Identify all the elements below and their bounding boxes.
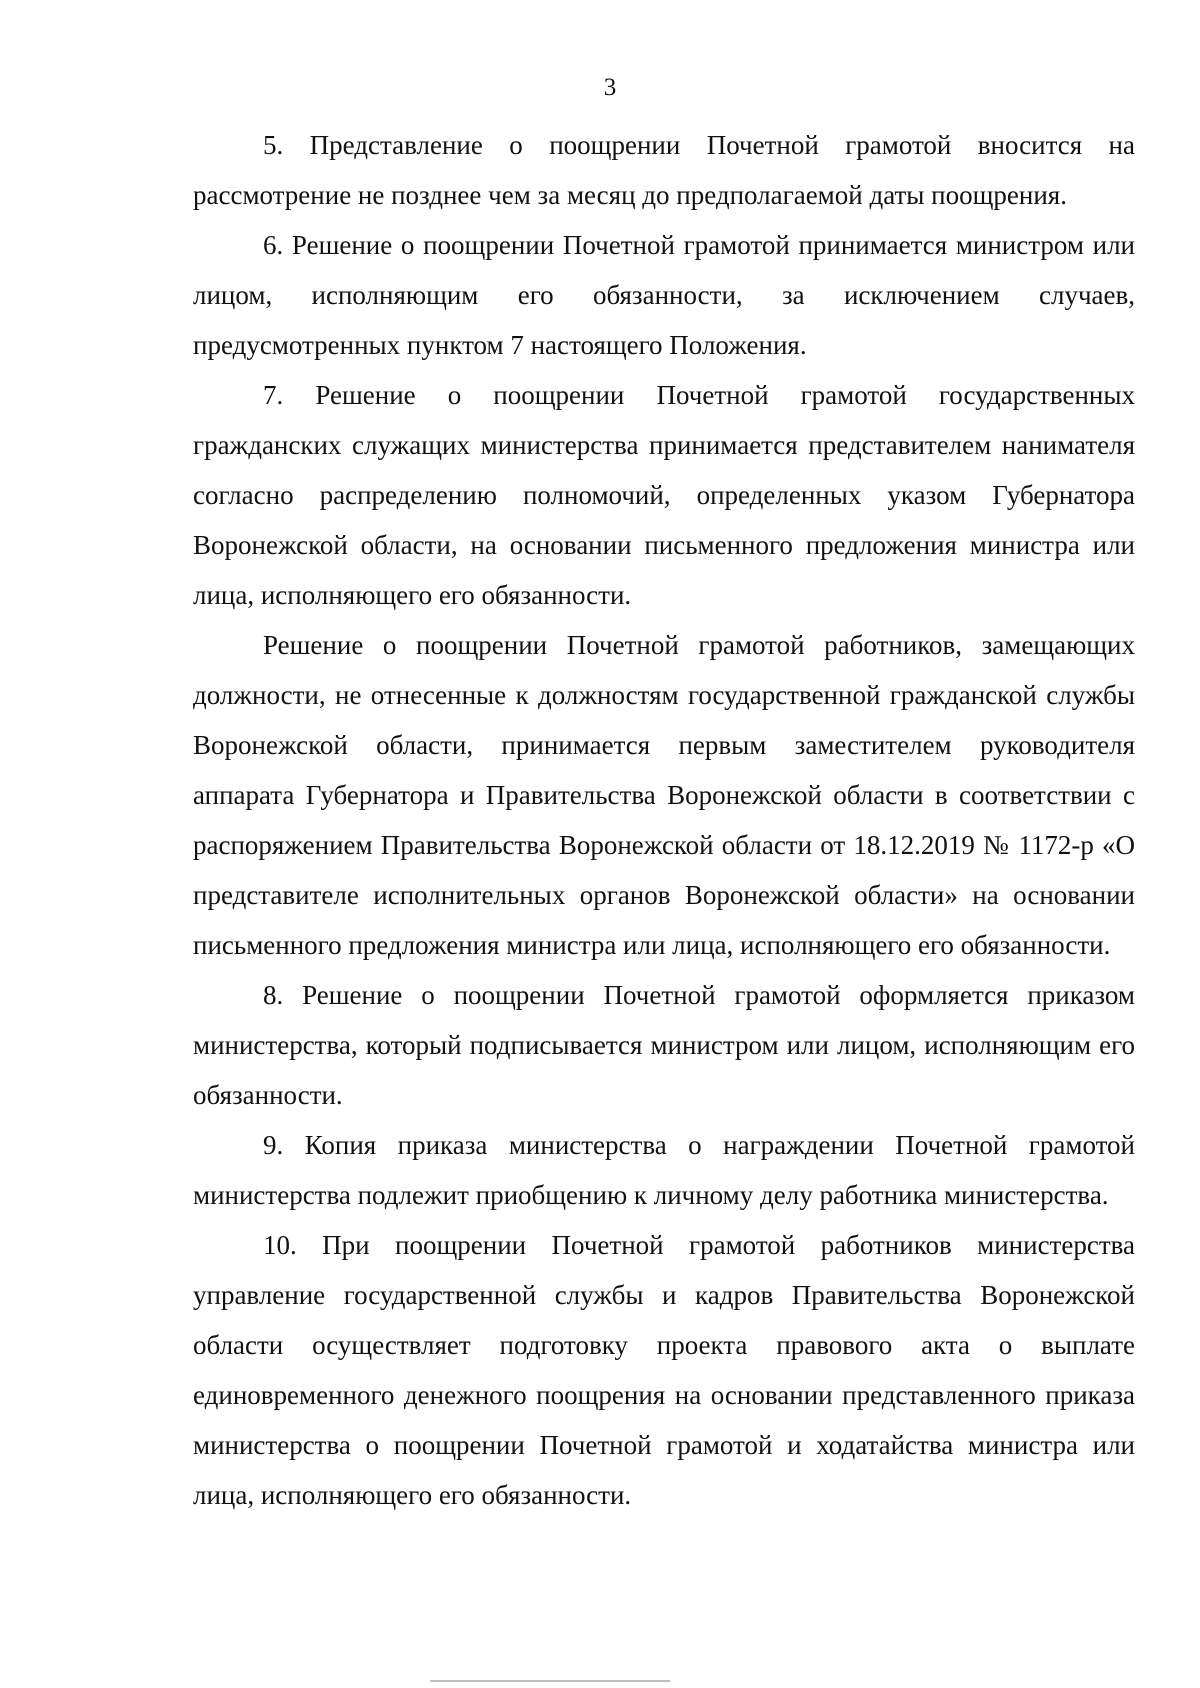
paragraph-item-10: 10. При поощрении Почетной грамотой работников министерства управление государственной службы и кадров Правительства Воронежской области осуществляет подготовку проекта правового акта о выплате единовременного денежного поощрения на основании представленного приказа министерства о поощрении Почетной грамотой и ходатайства министра или лица, исполняющего его обязанности. — [193, 1230, 1135, 1510]
paragraph-item-5: 5. Представление о поощрении Почетной грамотой вносится на рассмотрение не позднее чем за месяц до предполагаемой даты поощрения. — [193, 130, 1135, 210]
paragraph-item-7-continuation: Решение о поощрении Почетной грамотой работников, замещающих должности, не отнесенные к должностям государственной гражданской службы Воронежской области, принимается первым заместителем руководителя аппарата Губернатора и Правительства Воронежской области в соответствии с распоряжением Правительства Воронежской области от 18.12.2019 № 1172-р «О представителе исполнительных органов Воронежской области» на основании письменного предложения министра или лица, исполняющего его обязанности. — [193, 630, 1135, 960]
paragraph-item-9: 9. Копия приказа министерства о награждении Почетной грамотой министерства подлежит приобщению к личному делу работника министерства. — [193, 1130, 1135, 1210]
document-body — [193, 120, 1135, 1520]
paragraph-item-8: 8. Решение о поощрении Почетной грамотой оформляется приказом министерства, который подписывается министром или лицом, исполняющим его обязанности. — [193, 980, 1135, 1110]
scan-edge-mark — [430, 1680, 670, 1682]
paragraph-item-7: 7. Решение о поощрении Почетной грамотой государственных гражданских служащих министерства принимается представителем нанимателя согласно распределению полномочий, определенных указом Губернатора Воронежской области, на основании письменного предложения министра или лица, исполняющего его обязанности. — [193, 380, 1135, 610]
paragraph-item-6: 6. Решение о поощрении Почетной грамотой принимается министром или лицом, исполняющим его обязанности, за исключением случаев, предусмотренных пунктом 7 настоящего Положения. — [193, 230, 1135, 360]
page-number: 3 — [603, 74, 617, 101]
